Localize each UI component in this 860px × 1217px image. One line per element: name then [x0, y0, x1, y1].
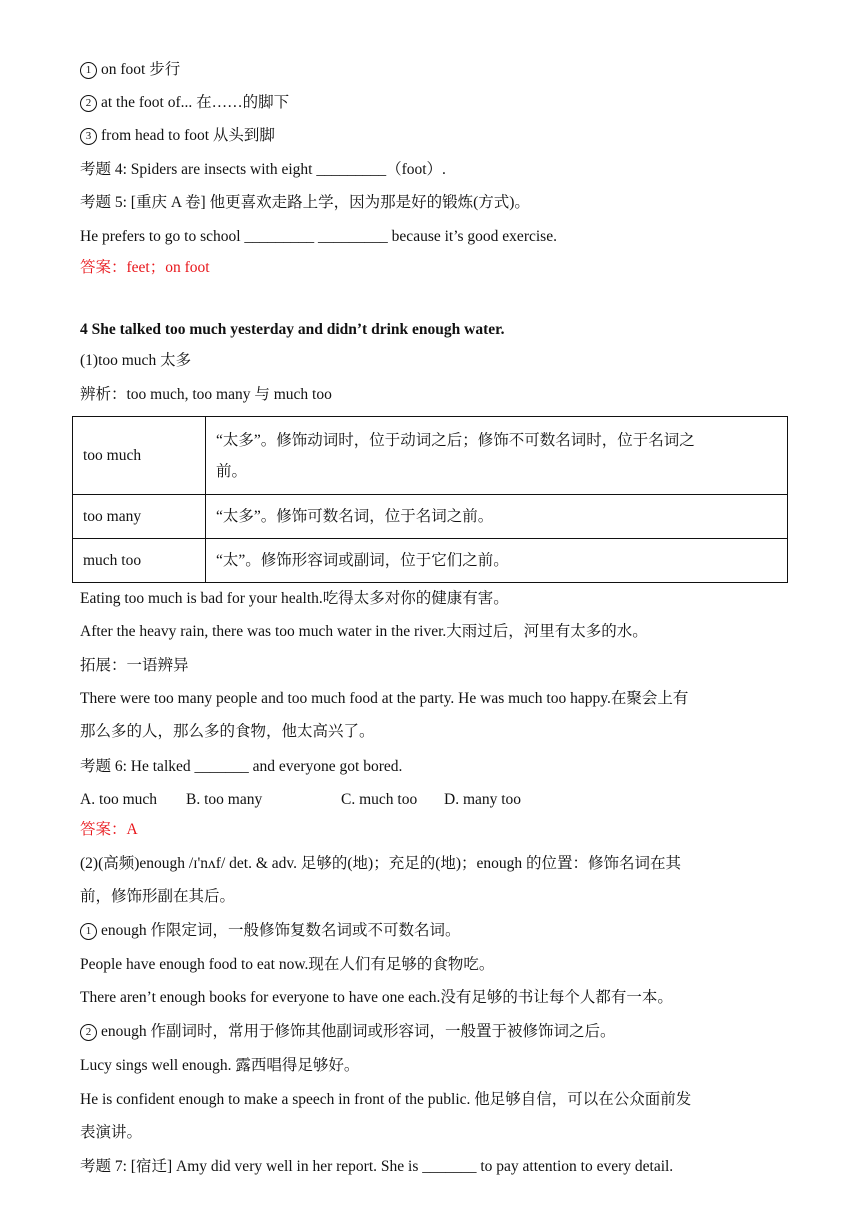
table-row	[73, 417, 788, 495]
list-item: 1 enough 作限定词，一般修饰复数名词或不可数名词。	[80, 921, 461, 941]
table-cell-term: too many	[73, 495, 206, 539]
option-b: B. too many	[186, 791, 263, 808]
list-item: 2 at the foot of... 在……的脚下	[80, 93, 289, 113]
table-cell-term: too much	[73, 417, 206, 495]
extension-label: 拓展：一语辨异	[80, 657, 189, 674]
comparison-table	[72, 416, 788, 583]
example-sentence: Lucy sings well enough. 露西唱得足够好。	[80, 1057, 360, 1074]
table-cell-description: “太多”。修饰动词时，位于动词之后；修饰不可数名词时，位于名词之 前。	[206, 417, 788, 495]
analysis-label: 辨析：too much, too many 与 much too	[80, 386, 332, 403]
option-d: D. many too	[444, 791, 522, 808]
example-sentence: 表演讲。	[80, 1124, 143, 1141]
table-row	[73, 539, 788, 583]
example-sentence: He is confident enough to make a speech in front of the public. 他足够自信，可以在公众面前发	[80, 1091, 692, 1108]
list-item: 3 from head to foot 从头到脚	[80, 126, 275, 146]
exercise-question: 考题 7: [宿迁] Amy did very well in her report. She is _______ to pay attention to every detail.	[80, 1158, 674, 1175]
paragraph-line: 前，修饰形副在其后。	[80, 888, 236, 905]
exercise-sentence: He prefers to go to school _________ _________ because it’s good exercise.	[80, 228, 557, 245]
example-sentence: People have enough food to eat now.现在人们有足够的食物吃。	[80, 956, 495, 973]
circled-number: 1	[80, 62, 97, 79]
table-cell-description: “太多”。修饰可数名词，位于名词之前。	[206, 495, 788, 539]
option-a: A. too much	[80, 791, 158, 808]
answer-text: 答案：A	[80, 821, 138, 838]
exercise-question: 考题 5: [重庆 A 卷] 他更喜欢走路上学，因为那是好的锻炼(方式)。	[80, 194, 530, 211]
exercise-question: 考题 4: Spiders are insects with eight _________（foot）.	[80, 161, 446, 178]
table-row	[73, 495, 788, 539]
table-cell-description: “太”。修饰形容词或副词，位于它们之前。	[206, 539, 788, 583]
exercise-question: 考题 6: He talked _______ and everyone got bored.	[80, 758, 403, 775]
section-heading: 4 She talked too much yesterday and didn’t drink enough water.	[80, 321, 505, 338]
list-item: 1 on foot 步行	[80, 60, 180, 80]
subheading: (1)too much 太多	[80, 352, 192, 369]
example-sentence: 那么多的人，那么多的食物，他太高兴了。	[80, 723, 375, 740]
example-sentence: After the heavy rain, there was too much water in the river.大雨过后，河里有太多的水。	[80, 623, 648, 640]
answer-text: 答案：feet；on foot	[80, 259, 210, 276]
table-cell-term: much too	[73, 539, 206, 583]
subheading: (2)(高频)enough /ɪ'nʌf/ det. & adv. 足够的(地)；充足的(地)；enough 的位置：修饰名词在其	[80, 855, 682, 872]
circled-number: 2	[80, 95, 97, 112]
circled-number: 1	[80, 923, 97, 940]
example-sentence: Eating too much is bad for your health.吃得太多对你的健康有害。	[80, 590, 509, 607]
option-c: C. much too	[341, 791, 418, 808]
circled-number: 3	[80, 128, 97, 145]
example-sentence: There were too many people and too much food at the party. He was much too happy.在聚会上有	[80, 690, 689, 707]
example-sentence: There aren’t enough books for everyone to have one each.没有足够的书让每个人都有一本。	[80, 989, 673, 1006]
list-item: 2 enough 作副词时，常用于修饰其他副词或形容词，一般置于被修饰词之后。	[80, 1022, 616, 1042]
circled-number: 2	[80, 1024, 97, 1041]
